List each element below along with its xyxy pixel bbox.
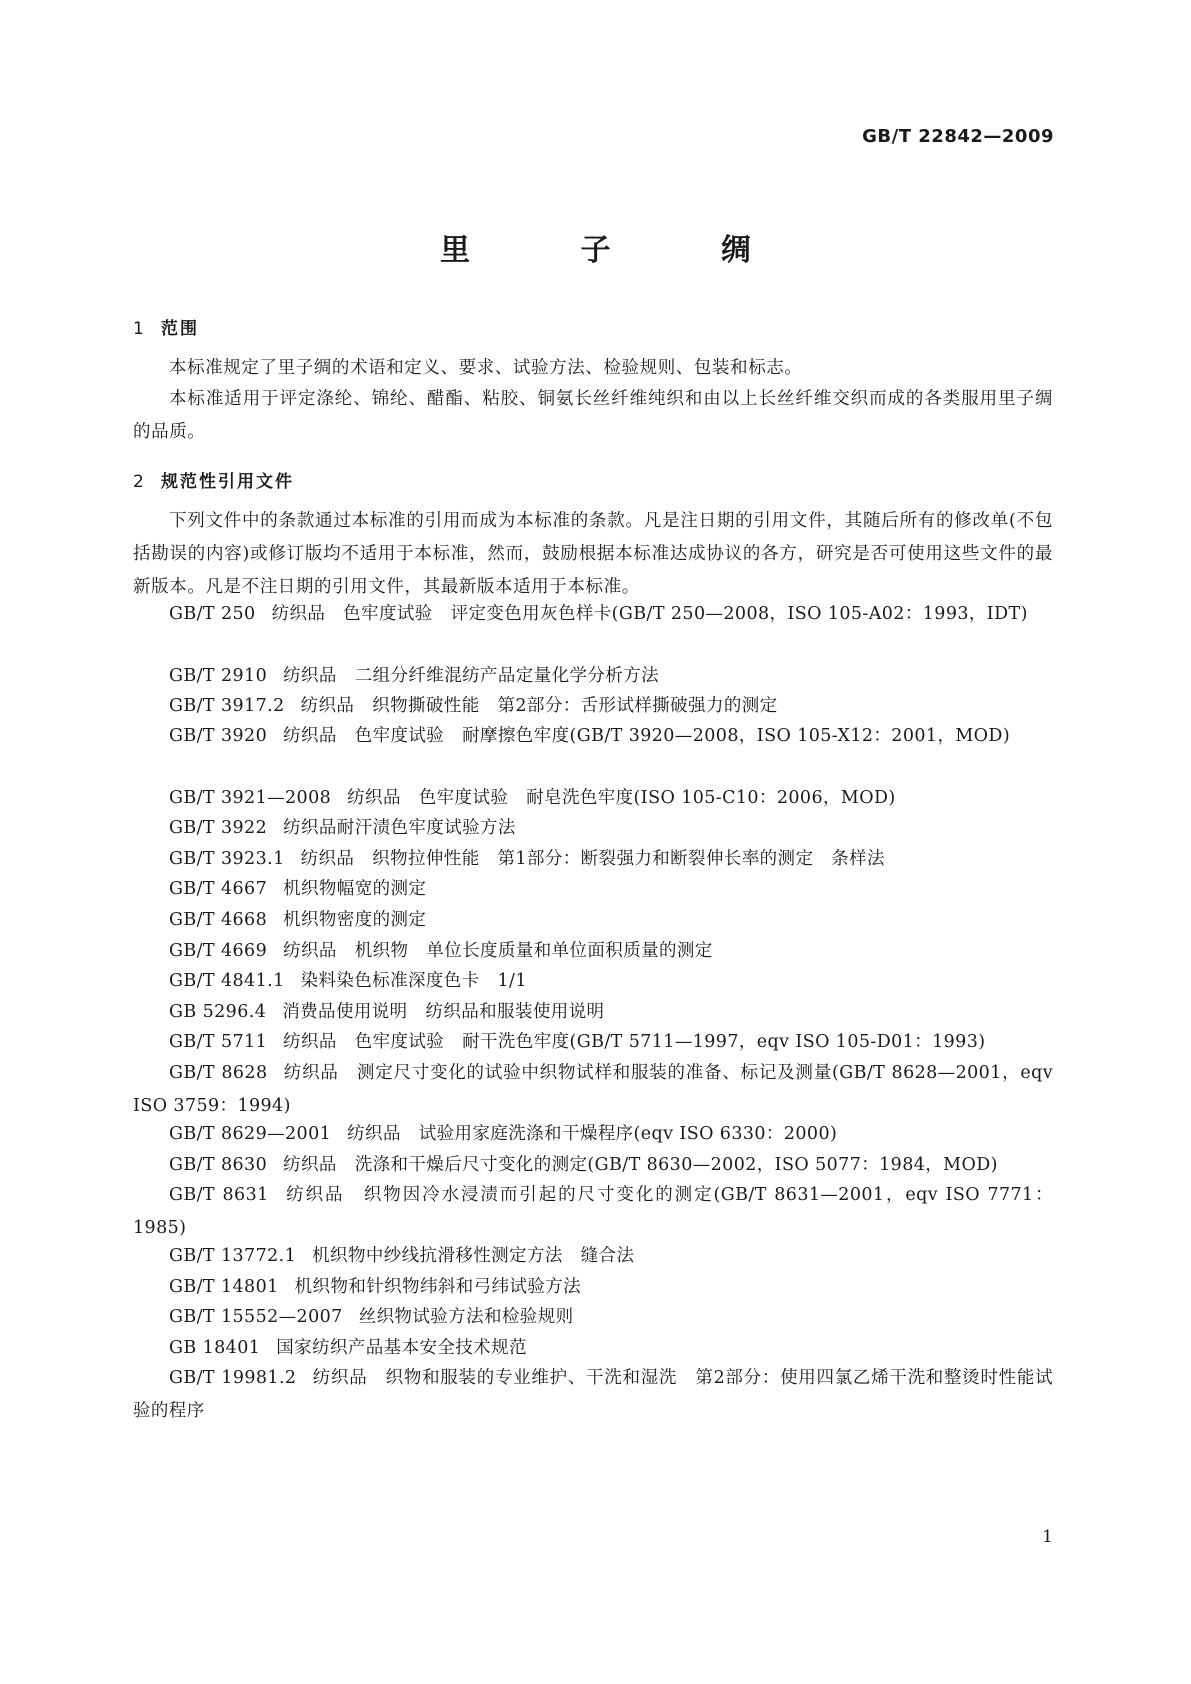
reference-title: 纺织品 二组分纤维混纺产品定量化学分析方法 (283, 666, 660, 686)
reference-item (133, 598, 1053, 631)
reference-code: GB/T 4841.1 (169, 971, 285, 991)
reference-title: 消费品使用说明 纺织品和服装使用说明 (282, 1002, 605, 1022)
reference-item (133, 1240, 1053, 1273)
reference-code: GB/T 250 (169, 604, 256, 624)
references-intro: 下列文件中的条款通过本标准的引用而成为本标准的条款。凡是注日期的引用文件，其随后所有的修改单(不包括勘误的内容)或修订版均不适用于本标准，然而，鼓励根据本标准达成协议的各方，研究是否可使用这些文件的最新版本。凡是不注日期的引用文件，其最新版本适用于本标准。 (133, 511, 1053, 597)
reference-title: 纺织品 色牢度试验 耐干洗色牢度(GB/T 5711—1997，eqv ISO 105-D01：1993) (283, 1032, 986, 1052)
reference-title: 纺织品 织物拉伸性能 第1部分：断裂强力和断裂伸长率的测定 条样法 (300, 849, 885, 869)
reference-title: 纺织品 织物撕破性能 第2部分：舌形试样撕破强力的测定 (300, 696, 778, 716)
reference-title: 染料染色标准深度色卡 1/1 (300, 971, 527, 991)
reference-code: GB/T 14801 (169, 1277, 279, 1297)
reference-item (133, 904, 1053, 937)
reference-item (133, 812, 1053, 845)
reference-item (133, 1149, 1053, 1182)
reference-code: GB/T 15552—2007 (169, 1307, 343, 1327)
reference-code: GB/T 3921—2008 (169, 788, 332, 808)
reference-title: 纺织品 洗涤和干燥后尺寸变化的测定(GB/T 8630—2002，ISO 5077：1984，MOD) (283, 1155, 998, 1175)
reference-title: 纺织品 测定尺寸变化的试验中织物试样和服装的准备、标记及测量(GB/T 8628—2001，eqv ISO 3759：1994) (133, 1063, 1053, 1116)
reference-title: 机织物和针织物纬斜和弓纬试验方法 (294, 1277, 582, 1297)
reference-code: GB/T 3922 (169, 818, 268, 838)
reference-item (133, 1057, 1053, 1123)
reference-title: 机织物中纱线抗滑移性测定方法 缝合法 (312, 1246, 635, 1266)
reference-item (133, 996, 1053, 1029)
reference-item (133, 690, 1053, 723)
reference-item (133, 1362, 1053, 1428)
reference-item (133, 873, 1053, 906)
reference-code: GB/T 8629—2001 (169, 1124, 332, 1144)
reference-code: GB 18401 (169, 1338, 261, 1358)
section-number: 1 (133, 319, 144, 339)
standard-code: GB/T 22842—2009 (862, 126, 1054, 147)
reference-item (133, 935, 1053, 968)
page-number: 1 (1042, 1527, 1053, 1547)
reference-title: 丝织物试验方法和检验规则 (358, 1307, 574, 1327)
reference-title: 国家纺织产品基本安全技术规范 (276, 1338, 527, 1358)
reference-title: 纺织品 机织物 单位长度质量和单位面积质量的测定 (283, 941, 713, 961)
reference-code: GB/T 19981.2 (169, 1368, 297, 1388)
reference-item (133, 965, 1053, 998)
reference-code: GB/T 4669 (169, 941, 268, 961)
reference-title: 纺织品 色牢度试验 评定变色用灰色样卡(GB/T 250—2008，ISO 105-A02：1993，IDT) (271, 604, 1028, 624)
reference-code: GB/T 8628 (169, 1063, 268, 1083)
reference-title: 纺织品 色牢度试验 耐摩擦色牢度(GB/T 3920—2008，ISO 105-X12：2001，MOD) (283, 726, 1011, 746)
reference-item (133, 1271, 1053, 1304)
reference-title: 纺织品 色牢度试验 耐皂洗色牢度(ISO 105-C10：2006，MOD) (347, 788, 896, 808)
reference-item (133, 660, 1053, 693)
section-1-heading (133, 314, 199, 339)
reference-code: GB/T 3923.1 (169, 849, 285, 869)
reference-item (133, 1026, 1053, 1059)
reference-title: 纺织品耐汗渍色牢度试验方法 (283, 818, 516, 838)
reference-code: GB/T 13772.1 (169, 1246, 297, 1266)
reference-code: GB/T 4668 (169, 910, 268, 930)
reference-title: 机织物幅宽的测定 (283, 879, 427, 899)
reference-title: 纺织品 试验用家庭洗涤和干燥程序(eqv ISO 6330：2000) (347, 1124, 838, 1144)
reference-item (133, 1179, 1053, 1245)
reference-code: GB/T 2910 (169, 666, 268, 686)
section-title: 范围 (161, 319, 199, 339)
reference-code: GB/T 4667 (169, 879, 268, 899)
reference-code: GB/T 5711 (169, 1032, 268, 1052)
document-title: 里 子 绸 (440, 233, 801, 268)
reference-code: GB/T 8630 (169, 1155, 268, 1175)
reference-item (133, 1301, 1053, 1334)
reference-title: 纺织品 织物因冷水浸渍而引起的尺寸变化的测定(GB/T 8631—2001，eqv ISO 7771：1985) (133, 1185, 1054, 1238)
reference-item (133, 1332, 1053, 1365)
reference-title: 机织物密度的测定 (283, 910, 427, 930)
section-2-heading (133, 467, 294, 492)
section-number: 2 (133, 472, 144, 492)
reference-code: GB/T 8631 (169, 1185, 269, 1205)
scope-paragraph-2: 本标准适用于评定涤纶、锦纶、醋酯、粘胶、铜氨长丝纤维纯织和由以上长丝纤维交织而成的各类服用里子绸的品质。 (133, 389, 1053, 442)
reference-item (133, 1118, 1053, 1151)
reference-item (133, 720, 1053, 753)
scope-paragraph-1: 本标准规定了里子绸的术语和定义、要求、试验方法、检验规则、包装和标志。 (169, 358, 803, 378)
reference-item (133, 843, 1053, 876)
section-title: 规范性引用文件 (161, 472, 294, 492)
reference-code: GB 5296.4 (169, 1002, 267, 1022)
reference-item (133, 782, 1053, 815)
reference-title: 纺织品 织物和服装的专业维护、干洗和湿洗 第2部分：使用四氯乙烯干洗和整烫时性能试验的程序 (133, 1368, 1054, 1421)
reference-code: GB/T 3920 (169, 726, 268, 746)
reference-code: GB/T 3917.2 (169, 696, 285, 716)
